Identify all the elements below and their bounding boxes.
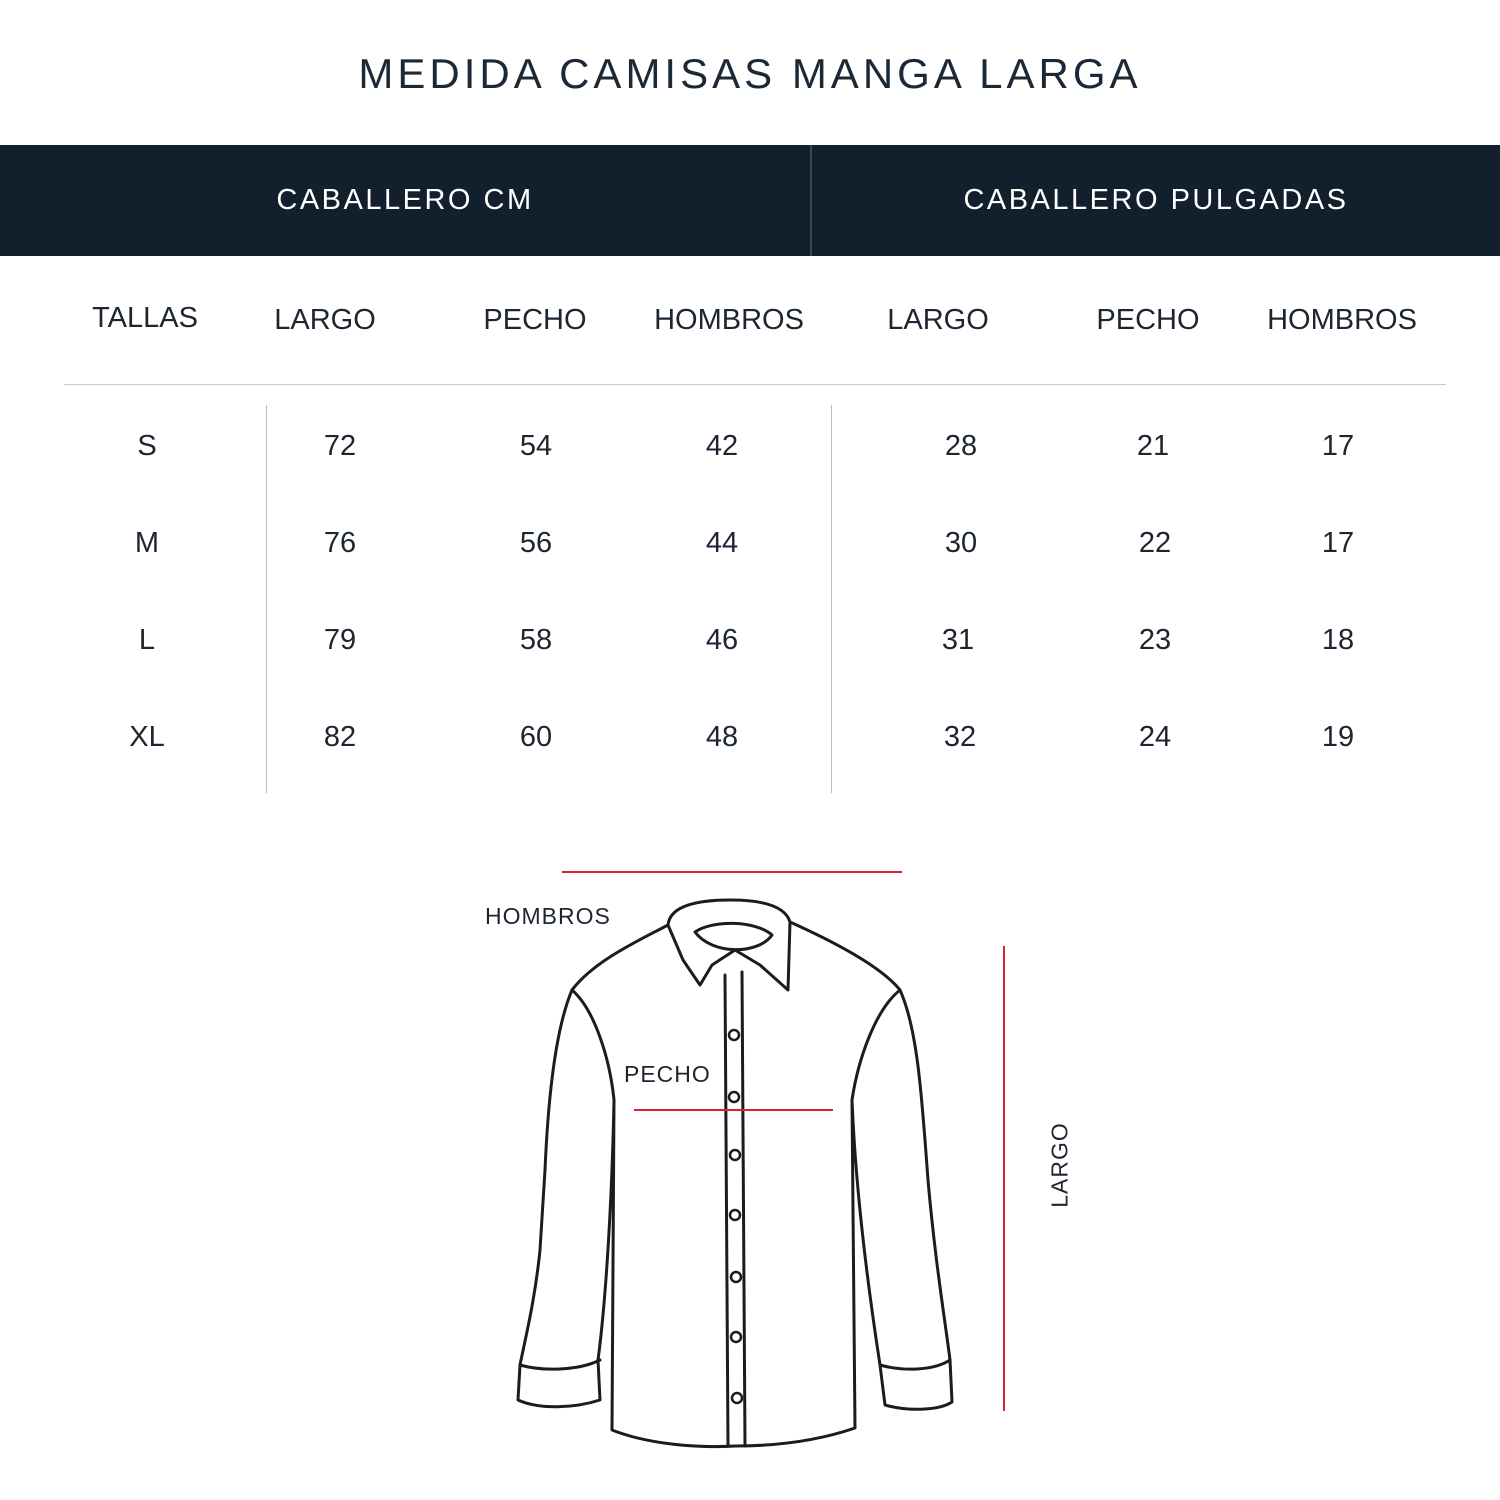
pecho-label: PECHO xyxy=(624,1061,711,1087)
table-cell: 82 xyxy=(323,721,357,753)
col-header-pecho-cm: PECHO xyxy=(483,304,587,336)
shirt-collar xyxy=(668,900,790,990)
right-cuff xyxy=(880,1360,950,1369)
table-cell: 48 xyxy=(705,721,739,753)
table-cell: M xyxy=(134,527,160,559)
table-cell: S xyxy=(137,430,157,462)
table-cell: 79 xyxy=(323,624,357,656)
col-header-pecho-in: PECHO xyxy=(1096,304,1200,336)
table-cell: L xyxy=(138,624,156,656)
col-header-hombros-cm: HOMBROS xyxy=(654,304,804,336)
page-title: MEDIDA CAMISAS MANGA LARGA xyxy=(358,50,1142,97)
hombros-label: HOMBROS xyxy=(485,903,611,929)
table-cell: 19 xyxy=(1321,721,1355,753)
shirt-button xyxy=(731,1272,741,1282)
table-cell: 17 xyxy=(1321,430,1355,462)
left-sleeve-seam xyxy=(572,990,614,1100)
group-header-cm: CABALLERO CM xyxy=(276,184,534,216)
table-cell: 44 xyxy=(705,527,739,559)
shirt-button xyxy=(730,1150,740,1160)
col-header-tallas: TALLAS xyxy=(92,302,198,334)
col-header-largo-cm: LARGO xyxy=(274,304,376,336)
shirt-button xyxy=(730,1210,740,1220)
shirt-button xyxy=(731,1332,741,1342)
table-cell: 22 xyxy=(1138,527,1172,559)
table-cell: 18 xyxy=(1321,624,1355,656)
collar-band xyxy=(695,923,772,949)
table-cell: 17 xyxy=(1321,527,1355,559)
shirt-button xyxy=(732,1393,742,1403)
table-cell: 54 xyxy=(519,430,553,462)
table-cell: 30 xyxy=(944,527,978,559)
table-cell: 72 xyxy=(323,430,357,462)
group-header-inches: CABALLERO PULGADAS xyxy=(963,184,1349,216)
shirt-button xyxy=(729,1092,739,1102)
table-cell: 24 xyxy=(1138,721,1172,753)
table-cell: 42 xyxy=(705,430,739,462)
table-cell: 56 xyxy=(519,527,553,559)
shirt-buttons xyxy=(729,1030,742,1403)
table-cell: 28 xyxy=(944,430,978,462)
left-cuff xyxy=(520,1360,600,1369)
table-cell: 76 xyxy=(323,527,357,559)
table-cell: XL xyxy=(129,721,165,753)
right-sleeve-seam xyxy=(852,990,900,1100)
table-cell: 23 xyxy=(1138,624,1172,656)
col-header-hombros-in: HOMBROS xyxy=(1267,304,1417,336)
table-cell: 21 xyxy=(1136,430,1170,462)
table-cell: 60 xyxy=(519,721,553,753)
table-cell: 32 xyxy=(943,721,977,753)
col-header-largo-in: LARGO xyxy=(887,304,989,336)
table-cell: 46 xyxy=(705,624,739,656)
table-cell: 31 xyxy=(941,624,975,656)
shirt-button xyxy=(729,1030,739,1040)
table-cell: 58 xyxy=(519,624,553,656)
largo-label: LARGO xyxy=(1046,1122,1073,1208)
